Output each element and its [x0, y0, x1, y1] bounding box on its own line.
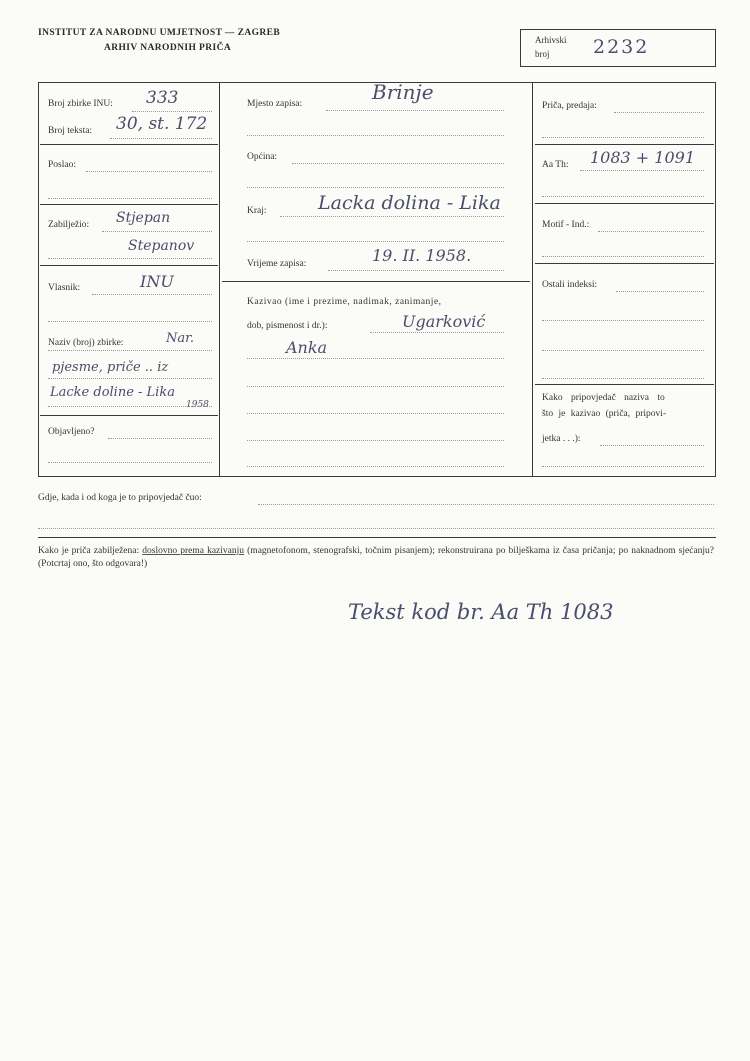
archive-number-label-2: broj: [535, 49, 550, 59]
gdje-kada-label: Gdje, kada i od koga je to pripovjedač čuo:: [38, 493, 202, 503]
vlasnik-value: INU: [140, 272, 174, 291]
archive-title: ARHIV NARODNIH PRIČA: [104, 43, 232, 53]
mjesto-zapisa-value: Brinje: [372, 80, 434, 104]
ostali-indeksi-label: Ostali indeksi:: [542, 280, 598, 290]
aa-th-value: 1083 + 1091: [590, 148, 696, 167]
broj-zbirke-label: Broj zbirke INU:: [48, 99, 113, 109]
kraj-value: Lacka dolina - Lika: [318, 192, 501, 214]
naziv-zbirke-year: 1958: [186, 400, 209, 410]
kako-naziva-label-1: Kako pripovjedač naziva to: [542, 393, 665, 403]
zabiljezio-value-1: Stjepan: [116, 210, 171, 226]
vrijeme-zapisa-value: 19. II. 1958.: [372, 246, 472, 265]
kazivao-value-1: Ugarković: [402, 312, 486, 331]
handwritten-note: Tekst kod br. Aa Th 1083: [348, 600, 614, 624]
objavljeno-label: Objavljeno?: [48, 427, 95, 437]
archive-number-box: [520, 29, 716, 67]
institution-title: INSTITUT ZA NARODNU UMJETNOST — ZAGREB: [38, 28, 281, 38]
archive-number-value: 2232: [593, 36, 650, 58]
prica-predaja-label: Priča, predaja:: [542, 101, 597, 111]
column-divider-right: [532, 82, 533, 477]
kazivao-value-2: Anka: [286, 338, 328, 357]
mjesto-zapisa-label: Mjesto zapisa:: [247, 99, 303, 109]
kazivao-label-1: Kazivao (ime i prezime, nadimak, zanimanje,: [247, 297, 442, 307]
aa-th-label: Aa Th:: [542, 160, 569, 170]
broj-zbirke-value: 333: [146, 88, 179, 108]
kraj-label: Kraj:: [247, 206, 267, 216]
naziv-zbirke-label: Naziv (broj) zbirke:: [48, 338, 124, 348]
kako-zabiljezena-rest: (magnetofonom, stenografski, točnim pisanjem); rekonstruirana po bilješkama iz časa pričanja; po naknadnom sjećanju? (Potcrtaj ono, što odgovara!): [38, 546, 715, 569]
zabiljezio-value-2: Stepanov: [128, 238, 195, 254]
vlasnik-label: Vlasnik:: [48, 283, 81, 293]
opcina-label: Općina:: [247, 152, 278, 162]
broj-teksta-value: 30, st. 172: [116, 114, 208, 134]
naziv-zbirke-value-2: pjesme, priče .. iz: [52, 360, 169, 375]
bottom-divider: [38, 537, 716, 538]
kako-zabiljezena-underlined: doslovno prema kazivanju: [142, 546, 245, 556]
zabiljezio-label: Zabilježio:: [48, 220, 90, 230]
vrijeme-zapisa-label: Vrijeme zapisa:: [247, 259, 307, 269]
naziv-zbirke-value-1: Nar.: [166, 331, 195, 346]
kako-naziva-label-2: što je kazivao (priča, pripovi-: [542, 409, 667, 419]
kako-naziva-label-3: jetka . . .):: [542, 434, 581, 444]
motif-ind-label: Motif - Ind.:: [542, 220, 590, 230]
archive-number-label-1: Arhivski: [535, 35, 567, 45]
kako-zabiljezena-paragraph: [38, 545, 714, 571]
kako-zabiljezena-prefix: Kako je priča zabilježena:: [38, 546, 140, 556]
column-divider-left: [219, 82, 220, 477]
middle-section-divider: [222, 281, 530, 282]
kazivao-label-2: dob, pismenost i dr.):: [247, 321, 328, 331]
naziv-zbirke-value-3: Lacke doline - Lika: [50, 385, 175, 400]
poslao-label: Poslao:: [48, 160, 76, 170]
broj-teksta-label: Broj teksta:: [48, 126, 93, 136]
